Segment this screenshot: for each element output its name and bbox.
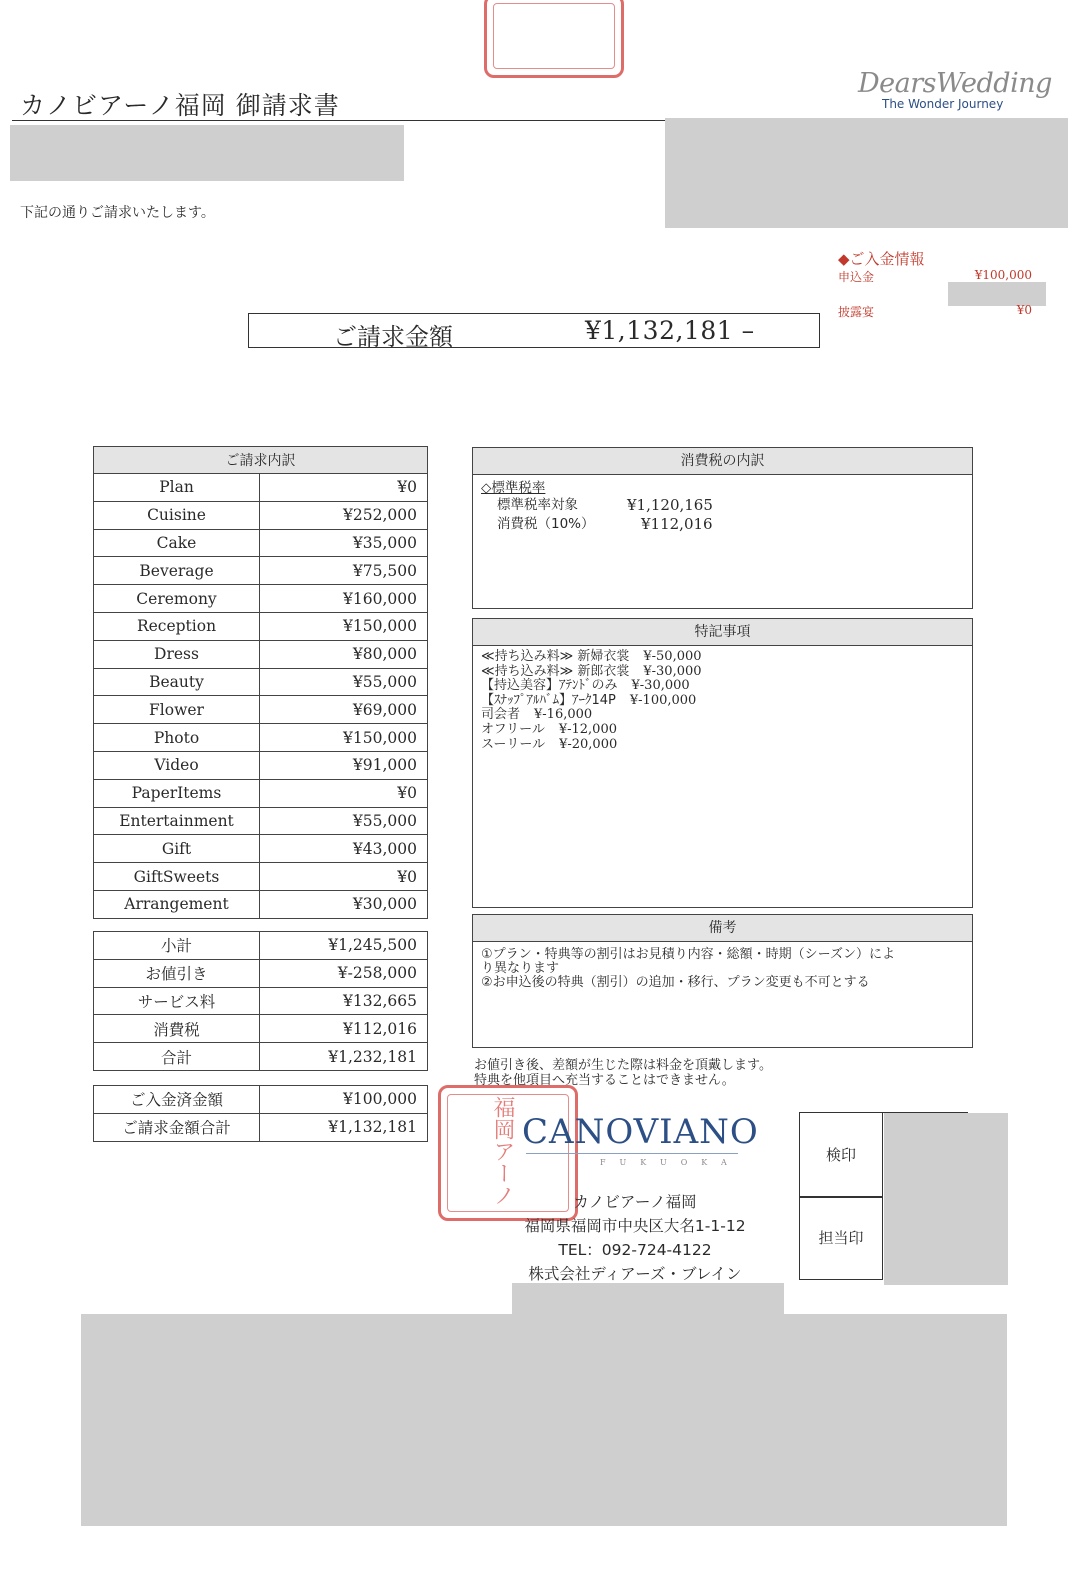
payment-label: 申込金 [838,270,875,284]
tax-line [481,498,964,513]
table-row [94,807,428,835]
note-value: ¥-20,000 [559,736,618,752]
table-row [94,640,428,668]
note-line [481,679,964,694]
row-value: ¥91,000 [260,751,428,779]
tax-label: 標準税率対象 [497,497,578,513]
table-row [94,585,428,613]
note-label: 【持込美容】ｱﾃﾝﾄﾞのみ [481,678,618,694]
company-street: 福岡県福岡市中央区大名1-1-12 [524,1217,746,1235]
row-label: Reception [94,612,260,640]
row-label: ご入金済金額 [94,1086,260,1114]
table-row [94,959,428,987]
row-value: ¥55,000 [260,807,428,835]
row-value: ¥43,000 [260,835,428,863]
row-value: ¥30,000 [260,890,428,918]
note-label: 司会者 [481,707,521,723]
note-line [481,650,964,665]
redacted-block [512,1283,784,1317]
note-value: ¥-16,000 [534,707,593,723]
table-row [94,1043,428,1071]
payment-value: ¥0 [1016,303,1032,317]
table-row [94,987,428,1015]
logo-underline [526,1153,738,1154]
table-row [94,529,428,557]
row-label: 小計 [94,932,260,960]
note-value: ¥-30,000 [643,663,702,679]
note-value: ¥-12,000 [558,721,617,737]
breakdown-title: ご請求内訳 [94,447,428,474]
table-row [94,557,428,585]
payment-value: ¥100,000 [974,268,1032,282]
row-label: Video [94,751,260,779]
caption-line: 特典を他項目へ充当することはできません。 [474,1073,735,1088]
row-label: Photo [94,724,260,752]
discount-caption [474,1058,772,1088]
title-underline [12,120,672,121]
row-value: ¥80,000 [260,640,428,668]
table-row [94,932,428,960]
row-label: Cake [94,529,260,557]
row-value: ¥0 [260,779,428,807]
caption-line: お値引き後、差額が生じた際は料金を頂戴します。 [474,1058,772,1073]
remarks-panel [472,914,973,1048]
row-label: Beverage [94,557,260,585]
special-title: 特記事項 [473,619,972,646]
row-value: ¥100,000 [260,1086,428,1114]
note-line [481,723,964,738]
note-line [481,665,964,680]
tax-value: ¥1,120,165 [627,496,713,514]
invoice-total-value: ¥1,132,181 – [585,316,755,345]
row-label: Dress [94,640,260,668]
table-row [94,501,428,529]
table-row [94,1113,428,1141]
row-label: 合計 [94,1043,260,1071]
redacted-block [884,1113,1008,1285]
note-line [481,708,964,723]
row-label: Cuisine [94,501,260,529]
row-label: Plan [94,474,260,502]
row-value: ¥150,000 [260,612,428,640]
company-name: カノビアーノ福岡 [573,1193,697,1211]
row-label: Ceremony [94,585,260,613]
payment-label: 披露宴 [838,305,875,319]
document-title: カノビアーノ福岡 御請求書 [20,91,340,120]
tax-line [481,517,964,532]
row-value: ¥252,000 [260,501,428,529]
row-value: ¥1,132,181 [260,1113,428,1141]
remark-line: ①プラン・特典等の割引はお見積り内容・総額・時期（シーズン）によ [481,947,896,962]
company-seal-text: 福岡アーノ [490,1096,515,1206]
totals-table [93,931,428,1071]
tax-label: 消費税（10%） [497,516,595,532]
row-value: ¥75,500 [260,557,428,585]
company-corp: 株式会社ディアーズ・ブレイン [528,1265,742,1283]
row-value: ¥0 [260,474,428,502]
table-row [94,779,428,807]
table-row [94,724,428,752]
row-value: ¥160,000 [260,585,428,613]
table-row [94,1086,428,1114]
row-value: ¥1,245,500 [260,932,428,960]
payment-info-title: ◆ご入金情報 [838,250,925,268]
remark-line: ②お申込後の特典（割引）の追加・移行、プラン変更も不可とする [481,975,870,990]
row-value: ¥-258,000 [260,959,428,987]
redacted-block [81,1314,1007,1526]
company-seal-top [484,0,624,78]
table-row [94,835,428,863]
note-label: ≪持ち込み料≫ 新婦衣裳 [481,649,630,664]
note-line [481,738,964,753]
invoice-total-box [248,313,820,351]
company-logo-sub: FUKUOKA [600,1158,741,1167]
tax-heading: ◇標準税率 [481,480,546,496]
note-line [481,694,964,709]
row-value: ¥69,000 [260,696,428,724]
row-label: PaperItems [94,779,260,807]
table-row [94,1015,428,1043]
row-label: ご請求金額合計 [94,1113,260,1141]
tax-value: ¥112,016 [641,515,713,533]
row-value: ¥1,232,181 [260,1043,428,1071]
row-label: お値引き [94,959,260,987]
table-row [94,863,428,891]
redacted-block [665,118,1068,228]
table-row [94,668,428,696]
note-label: ≪持ち込み料≫ 新郎衣裳 [481,663,630,679]
table-row [94,696,428,724]
invoice-total-label: ご請求金額 [333,323,453,351]
redacted-block [10,125,404,181]
table-row [94,890,428,918]
paid-table [93,1085,428,1142]
breakdown-table [93,446,428,919]
row-label: Entertainment [94,807,260,835]
row-value: ¥35,000 [260,529,428,557]
inspect-seal-label: 検印 [799,1112,883,1198]
brand-name: DearsWedding [858,68,1052,99]
brand-logo [858,68,1058,111]
intro-text: 下記の通りご請求いたします。 [20,205,215,221]
remark-line: り異なります [481,961,560,976]
company-phone: TEL：092-724-4122 [558,1241,712,1259]
remarks-title: 備考 [473,915,972,942]
brand-subtitle: The Wonder Journey [882,97,1004,111]
row-value: ¥132,665 [260,987,428,1015]
note-value: ¥-30,000 [631,678,690,694]
row-label: サービス料 [94,987,260,1015]
table-row [94,751,428,779]
row-value: ¥55,000 [260,668,428,696]
row-label: Beauty [94,668,260,696]
note-label: オフリール [481,721,545,737]
special-notes-panel [472,618,973,908]
row-label: Gift [94,835,260,863]
row-value: ¥0 [260,863,428,891]
table-row [94,474,428,502]
note-label: スーリール [481,736,546,752]
tax-panel [472,447,973,609]
person-seal-label: 担当印 [799,1196,883,1280]
row-label: 消費税 [94,1015,260,1043]
note-label: 【ｽﾅｯﾌﾟｱﾙﾊﾞﾑ】ｱｰｸ14P [481,692,616,708]
row-label: Arrangement [94,890,260,918]
row-value: ¥150,000 [260,724,428,752]
note-value: ¥-50,000 [643,649,702,664]
table-row [94,612,428,640]
tax-title: 消費税の内訳 [473,448,972,475]
company-address [500,1190,770,1286]
note-value: ¥-100,000 [629,692,697,708]
row-label: Flower [94,696,260,724]
row-value: ¥112,016 [260,1015,428,1043]
company-logo: CANOVIANO [522,1112,759,1152]
row-label: GiftSweets [94,863,260,891]
